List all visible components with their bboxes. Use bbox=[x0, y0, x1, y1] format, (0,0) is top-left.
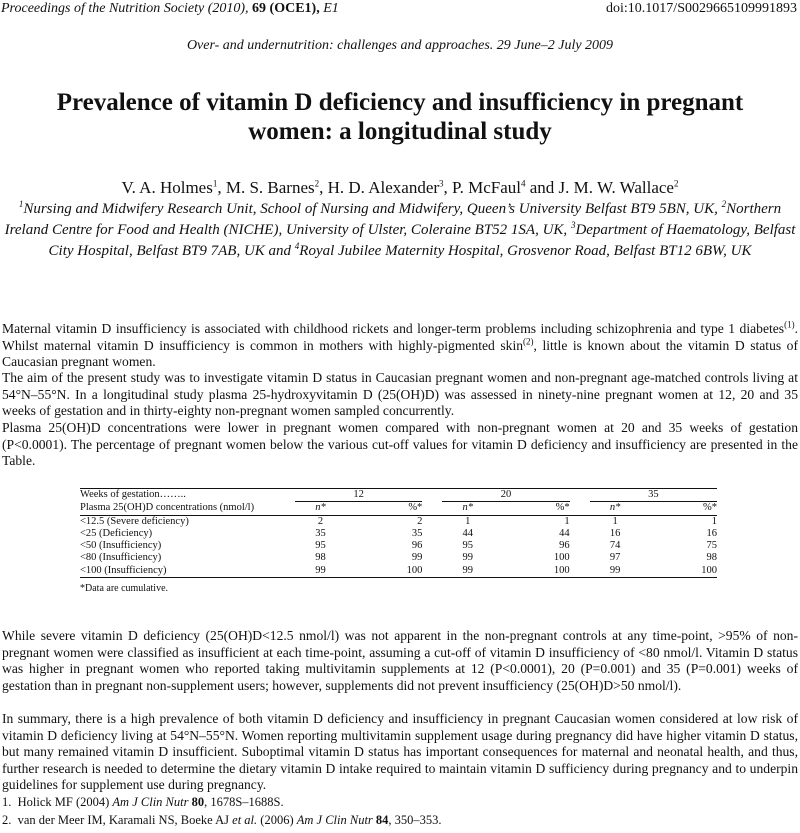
paragraph-aim: The aim of the present study was to investigate vitamin D status in Caucasian pregnant women and non-pregnant age-matched controls living at 54°N–55°N. In a longitudinal study plasma 25-hydroxyvitamin D (25(OH)D) was assessed in ninety-nine pregnant women at 12, 20 and 35 weeks of gestation and in thirty-eighty non-pregnant women sampled concurrently. bbox=[2, 370, 798, 419]
reference-2: 2. van der Meer IM, Karamali NS, Boeke AJ et al. (2006) Am J Clin Nutr 84, 350–353. bbox=[2, 813, 442, 827]
reference-1: 1. Holick MF (2004) Am J Clin Nutr 80, 1678S–1688S. bbox=[2, 795, 284, 809]
paragraph-discussion: While severe vitamin D deficiency (25(OH)D<12.5 nmol/l) was not apparent in the non-pregnant controls at any time-point, >95% of non-pregnant women were classified as insufficient at each time-point, assuming a cut-off of vitamin D insufficiency of <80 nmol/l. Vitamin D status was higher in pregnant women who reported taking multivitamin supplements at 12 (P<0.0001), 20 (P=0.001) and 35 (P=0.001) weeks of gestation than in pregnant non-supplement users; however, supplements did not prevent insufficiency (25(OH)D>50 nmol/l). bbox=[2, 628, 798, 693]
table-row: <25 (Deficiency) 35 35 44 44 16 16 bbox=[80, 527, 717, 539]
journal-year: (2010), bbox=[207, 1, 249, 16]
paragraph-results: Plasma 25(OH)D concentrations were lower in pregnant women compared with non-pregnant women at 20 and 35 weeks of gestation (P<0.0001). The percentage of pregnant women below the various cut-off values for vitamin D deficiency and insufficiency are presented in the Table. bbox=[2, 420, 798, 469]
affiliations: $^1$Nursing and Midwifery Research Unit, School of Nursing and Midwifery, Queen’s University Belfast BT9 5BN, UK, $^2$Northern Ireland Centre for Food and Health (NICHE), University of Ulster, Coleraine BT52 1SA, UK, $^3$Department of Haematology, Belfast City Hospital, Belfast BT9 7AB, UK and $^4$Royal Jubilee Maternity Hospital, Grosvenor Road, Belfast BT12 6BW, UK bbox=[4, 199, 796, 259]
journal-page: E1 bbox=[323, 1, 339, 16]
paragraph-intro: Maternal vitamin D insufficiency is associated with childhood rickets and longer-term problems including schizophrenia and type 1 diabetes$^{(1)}$. Whilst maternal vitamin D insufficiency is common in mothers with highly-pigmented skin$^{(2)}$, little is known about the vitamin D status of Caucasian pregnant women. bbox=[2, 319, 799, 370]
running-header-citation bbox=[1, 1, 339, 17]
author: P. McFaul bbox=[452, 178, 521, 197]
journal-volume: 69 bbox=[252, 1, 267, 16]
article-title: Prevalence of vitamin D deficiency and insufficiency in pregnant women: a longitudinal study bbox=[56, 89, 744, 145]
journal-name: Proceedings of the Nutrition Society bbox=[1, 1, 205, 16]
author: J. M. W. Wallace bbox=[558, 178, 674, 197]
table-header-weeks: Weeks of gestation…….. bbox=[80, 489, 186, 501]
affiliation: Northern Ireland Centre for Food and Health (NICHE), University of Ulster, Coleraine BT52 1SA, UK, bbox=[4, 201, 782, 238]
doi: doi:10.1017/S0029665109991893 bbox=[606, 1, 797, 16]
author-list: V. A. Holmes$^1$, M. S. Barnes$^2$, H. D. Alexander$^3$, P. McFaul$^4$ and J. M. W. Wallace$^2$ bbox=[121, 178, 679, 197]
affiliation: Nursing and Midwifery Research Unit, School of Nursing and Midwifery, Queen’s University Belfast BT9 5BN, UK, bbox=[23, 201, 718, 217]
affiliation: Department of Haematology, Belfast City Hospital, Belfast BT9 7AB, UK and bbox=[48, 222, 796, 259]
table-row: <12.5 (Severe deficiency) 2 2 1 1 1 1 bbox=[80, 515, 717, 527]
results-table: Weeks of gestation…….. 12 20 35 Plasma 25(OH)D concentrations (nmol/l) n* %* n* %* n* %* <12.5 (Severe deficiency) 2 2 1 1 1 1 <25 (Deficiency) 35 35 44 44 16 16 <50 (Insufficiency) 95 96 95 96 74 75 <80 (Insufficiency) 98 99 99 100 97 98 <100 (Insufficiency) 99 100 99 100 99 100 *Data are cumulative. bbox=[80, 489, 717, 595]
paragraph-summary: In summary, there is a high prevalence of both vitamin D deficiency and insufficiency in pregnant Caucasian women considered at low risk of vitamin D deficiency living at 54°N–55°N. Women reporting multivitamin supplement usage during pregnancy did have higher vitamin D status, but many remained vitamin D insufficient. Suboptimal vitamin D status has important consequences for maternal and neonatal health, and thus, further research is needed to determine the dietary vitamin D intake required to maintain vitamin D sufficiency during pregnancy and to underpin guidelines for supplement use during pregnancy. bbox=[2, 711, 798, 793]
conference-line: Over- and undernutrition: challenges and approaches. 29 June–2 July 2009 bbox=[186, 38, 614, 53]
table-header-concentration: Plasma 25(OH)D concentrations (nmol/l) bbox=[80, 502, 255, 514]
journal-issue: (OCE1), bbox=[269, 1, 320, 16]
table-row: <50 (Insufficiency) 95 96 95 96 74 75 bbox=[80, 540, 717, 552]
table-group-header: 20 bbox=[442, 489, 569, 502]
table-group-header: 35 bbox=[590, 489, 717, 502]
table-row: <80 (Insufficiency) 98 99 99 100 97 98 bbox=[80, 552, 717, 564]
author: V. A. Holmes bbox=[121, 178, 213, 197]
table-footnote: *Data are cumulative. bbox=[80, 583, 169, 595]
author: H. D. Alexander bbox=[327, 178, 440, 197]
affiliation: Royal Jubilee Maternity Hospital, Grosvenor Road, Belfast BT12 6BW, UK bbox=[299, 243, 752, 259]
table-group-header: 12 bbox=[295, 489, 422, 502]
author: M. S. Barnes bbox=[225, 178, 315, 197]
table-row: <100 (Insufficiency) 99 100 99 100 99 100 bbox=[80, 564, 717, 576]
